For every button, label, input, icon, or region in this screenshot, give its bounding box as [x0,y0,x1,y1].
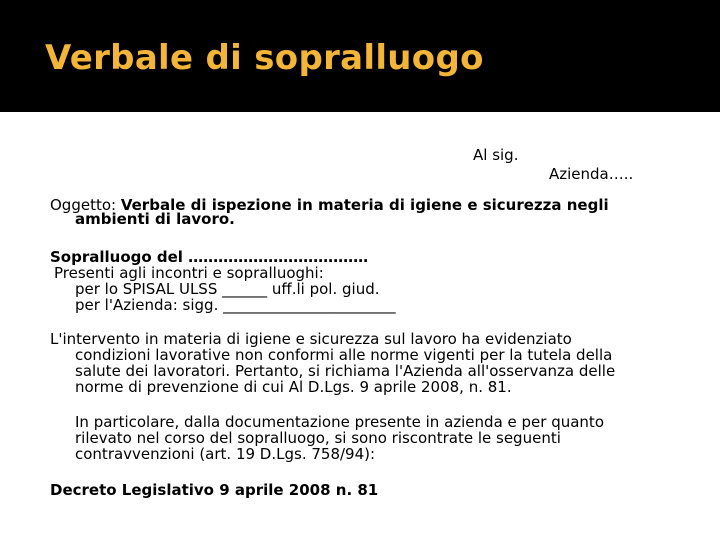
sopralluogo-date: Sopralluogo del ……………………………… [50,248,369,266]
particolare-line: rilevato nel corso del sopralluogo, si sono riscontrate le seguenti [75,429,561,447]
particolare-line: In particolare, dalla documentazione presente in azienda e per quanto [75,413,604,431]
presenti-label: Presenti agli incontri e sopralluoghi: [54,264,324,282]
oggetto-text: Verbale di ispezione in materia di igiene e sicurezza negli [120,196,609,214]
intervento-line: L'intervento in materia di igiene e sicurezza sul lavoro ha evidenziato [50,330,572,348]
spisal-line: per lo SPISAL ULSS ______ uff.li pol. giud. [75,280,380,298]
azienda-sigg-line: per l'Azienda: sigg. _______________________ [75,296,396,314]
oggetto-text-cont: ambienti di lavoro. [75,210,235,228]
intervento-line: condizioni lavorative non conformi alle norme vigenti per la tutela della [75,346,613,364]
addressee-azienda: Azienda….. [549,165,634,183]
intervento-line: salute dei lavoratori. Pertanto, si richiama l'Azienda all'osservanza delle [75,362,616,380]
oggetto-label: Oggetto: [50,196,121,214]
intervento-line: norme di prevenzione di cui Al D.Lgs. 9 aprile 2008, n. 81. [75,378,512,396]
particolare-line: contravvenzioni (art. 19 D.Lgs. 758/94): [75,445,376,463]
addressee-sig: Al sig. [473,146,519,164]
decreto-reference: Decreto Legislativo 9 aprile 2008 n. 81 [50,481,379,499]
slide-title: Verbale di sopralluogo [45,38,484,78]
